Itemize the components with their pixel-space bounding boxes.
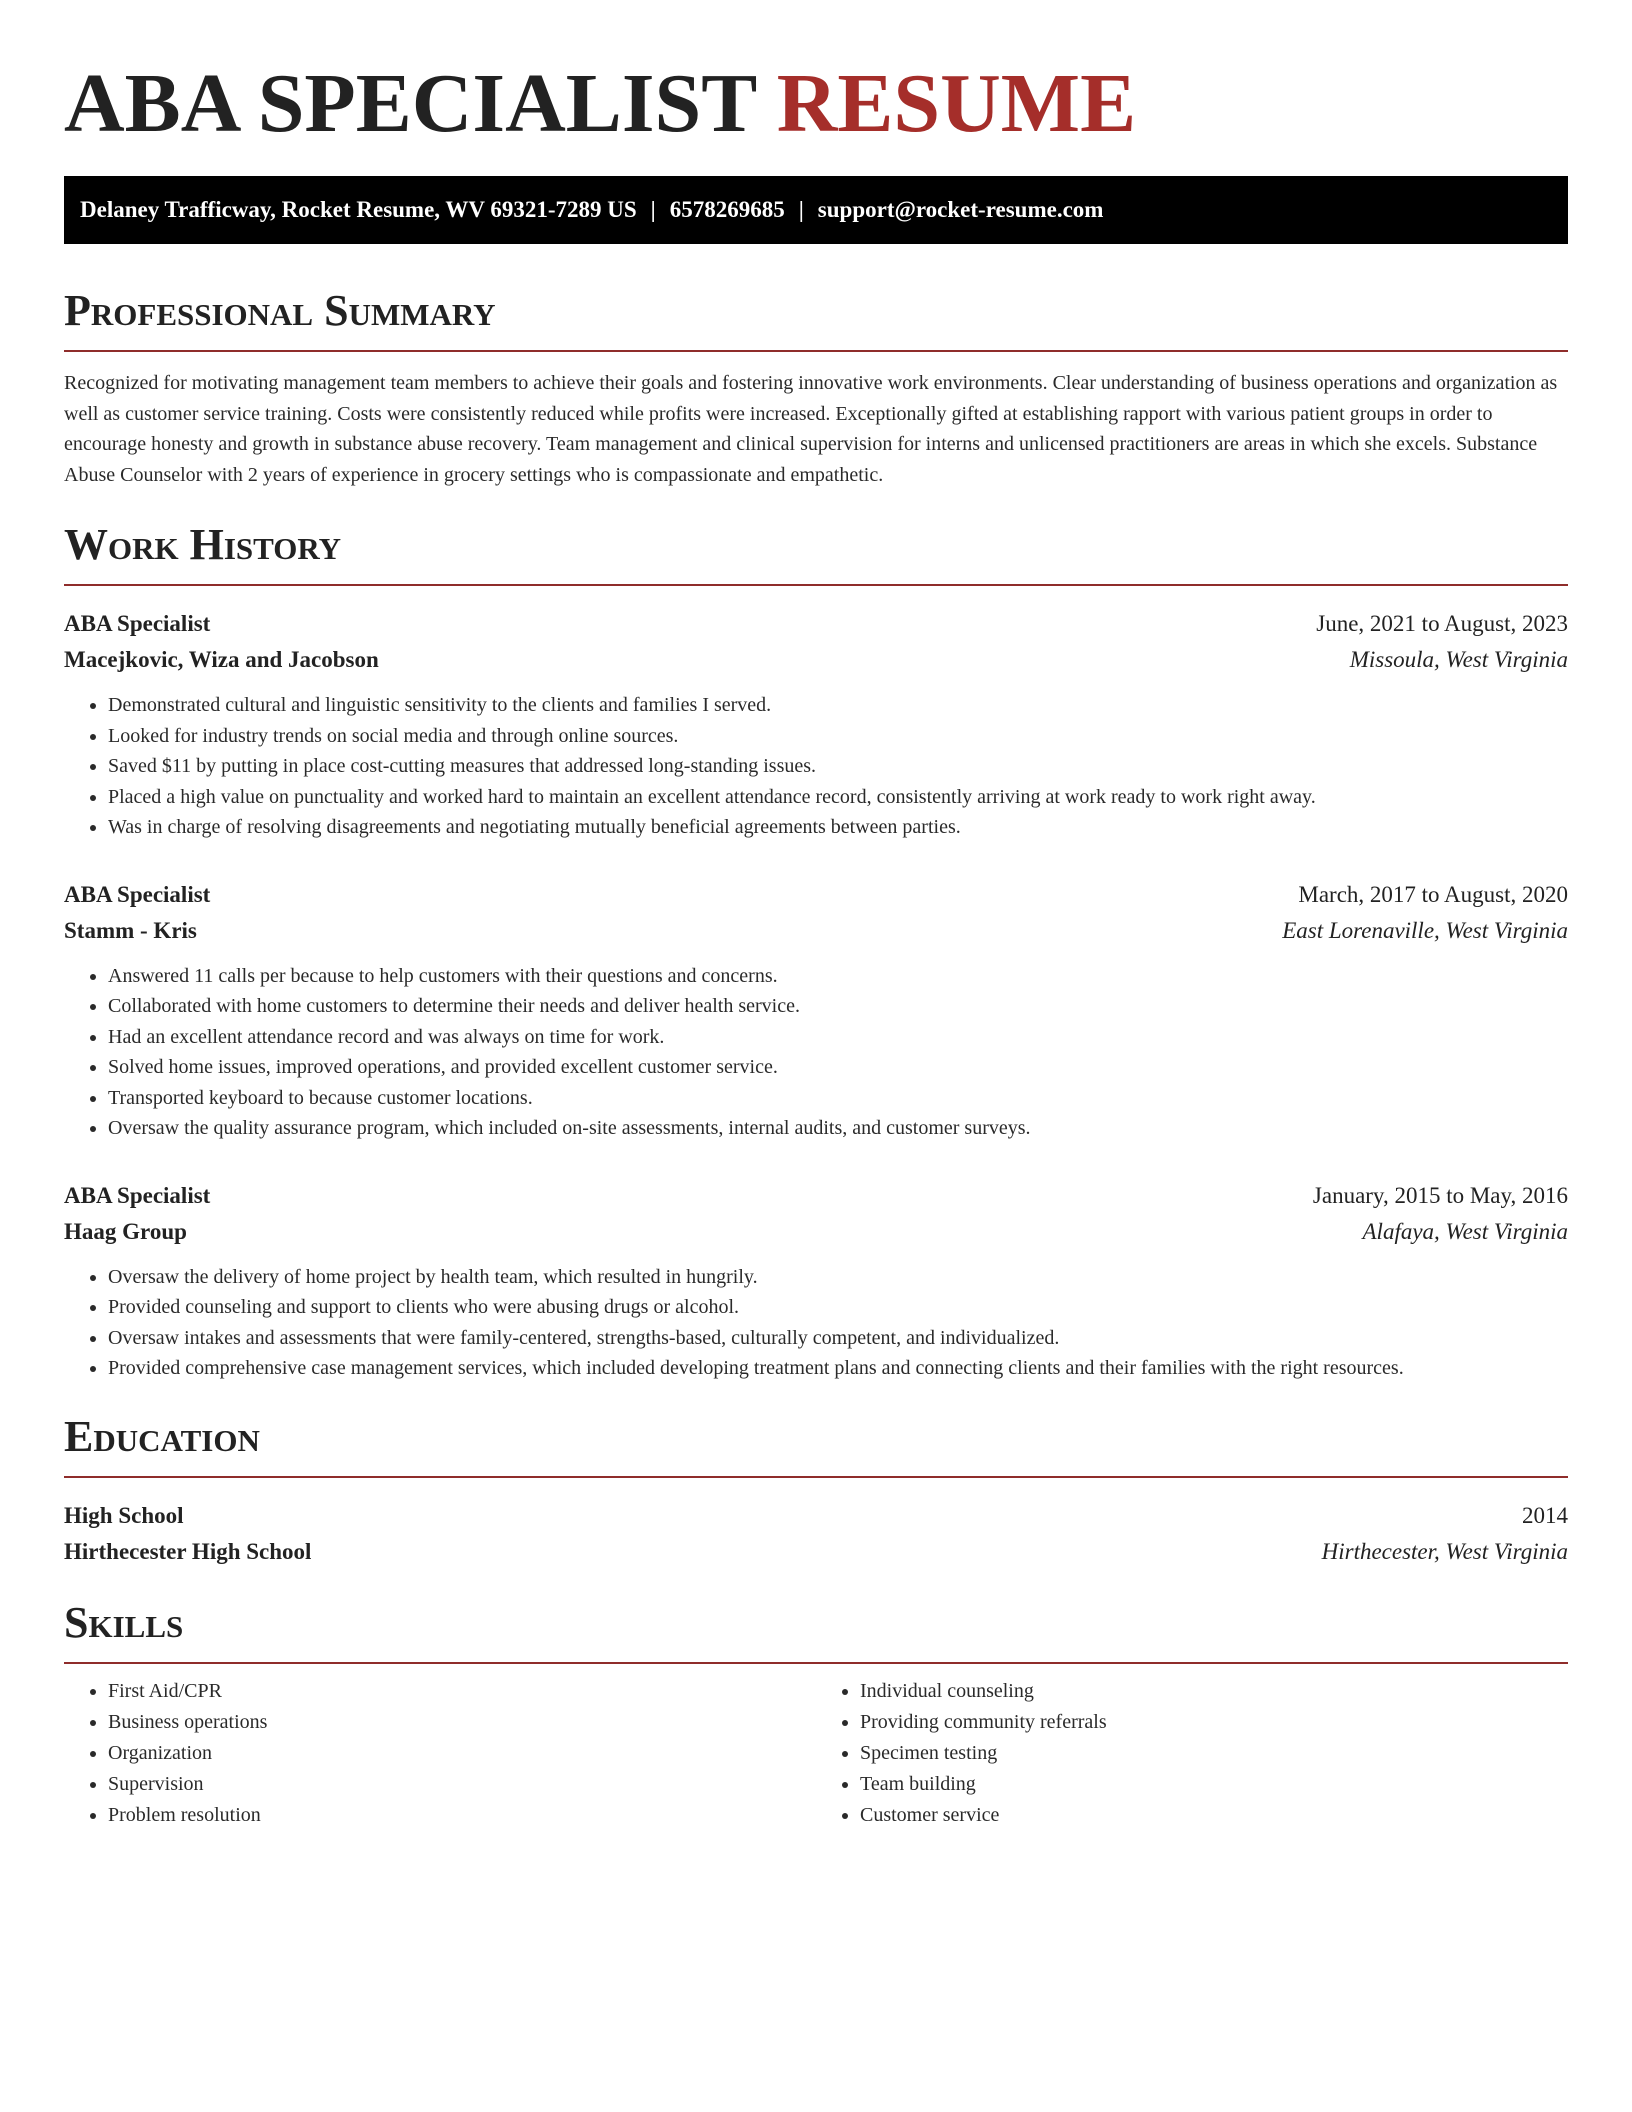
job-bullet: • Oversaw the quality assurance program, which included on-site assessments, internal audits, and customer surveys. xyxy=(108,1113,1568,1144)
job-company-row xyxy=(64,1214,1568,1250)
title-main: ABA SPECIALIST xyxy=(64,57,756,150)
job-bullet: • Answered 11 calls per because to help customers with their questions and concerns. xyxy=(108,961,1568,992)
education-year: 2014 xyxy=(1522,1502,1568,1528)
job-bullets xyxy=(64,961,1568,1144)
section-divider xyxy=(64,350,1568,352)
job-company: Stamm - Kris xyxy=(64,917,197,943)
job-bullet: • Solved home issues, improved operations, and provided excellent customer service. xyxy=(108,1052,1568,1083)
job-bullet: • Was in charge of resolving disagreements and negotiating mutually beneficial agreements between parties. xyxy=(108,812,1568,843)
contact-separator: | xyxy=(798,197,804,222)
job-title: ABA Specialist xyxy=(64,1182,211,1208)
job-bullet: • Demonstrated cultural and linguistic sensitivity to the clients and families I served. xyxy=(108,690,1568,721)
job-entry xyxy=(64,1178,1568,1384)
job-bullet: • Transported keyboard to because customer locations. xyxy=(108,1083,1568,1114)
job-bullet: • Saved $11 by putting in place cost-cutting measures that addressed long-standing issues. xyxy=(108,751,1568,782)
skill-item: • Specimen testing xyxy=(860,1738,1568,1769)
skill-item: • First Aid/CPR xyxy=(108,1676,816,1707)
job-bullet: • Provided counseling and support to clients who were abusing drugs or alcohol. xyxy=(108,1292,1568,1323)
contact-bar xyxy=(64,176,1568,244)
skills-list-left xyxy=(64,1676,816,1831)
work-history-heading: Work History xyxy=(64,520,342,569)
skill-item: • Organization xyxy=(108,1738,816,1769)
skill-item: • Providing community referrals xyxy=(860,1707,1568,1738)
job-company: Macejkovic, Wiza and Jacobson xyxy=(64,647,379,672)
education-location: Hirthecester, West Virginia xyxy=(1321,1538,1568,1564)
job-bullet: • Looked for industry trends on social media and through online sources. xyxy=(108,721,1568,752)
job-bullets xyxy=(64,690,1568,843)
job-bullet: • Placed a high value on punctuality and worked hard to maintain an excellent attendance record, consistently arriving at work ready to work right away. xyxy=(108,782,1568,813)
skill-item: • Business operations xyxy=(108,1707,816,1738)
education-degree-row xyxy=(64,1498,1568,1534)
skill-item: • Problem resolution xyxy=(108,1800,816,1831)
education-school-row xyxy=(64,1534,1568,1570)
job-title-row xyxy=(64,877,1568,913)
job-dates: January, 2015 to May, 2016 xyxy=(1312,1182,1568,1208)
job-company: Haag Group xyxy=(64,1218,187,1244)
skill-item: • Supervision xyxy=(108,1769,816,1800)
job-dates: June, 2021 to August, 2023 xyxy=(1316,611,1568,636)
summary-text: Recognized for motivating management team members to achieve their goals and fostering innovative work environments. Clear understanding of business operations and organization as well as customer service training. Costs were consistently reduced while profits were increased. Exceptionally gifted at establishing rapport with various patient groups in order to encourage honesty and growth in substance abuse recovery. Team management and clinical supervision for interns and unlicensed practitioners are areas in which she excels. Substance Abuse Counselor with 2 years of experience in grocery settings who is compassionate and empathetic. xyxy=(64,372,1558,486)
job-bullet: • Oversaw the delivery of home project by health team, which resulted in hungrily. xyxy=(108,1262,1568,1293)
section-divider xyxy=(64,1476,1568,1478)
skills-list-right xyxy=(816,1676,1568,1831)
section-divider xyxy=(64,584,1568,586)
job-location: East Lorenaville, West Virginia xyxy=(1282,917,1568,943)
job-location: Alafaya, West Virginia xyxy=(1362,1218,1568,1244)
contact-separator: | xyxy=(650,197,656,222)
job-location: Missoula, West Virginia xyxy=(1349,647,1568,672)
education-degree: High School xyxy=(64,1502,184,1528)
job-bullets xyxy=(64,1262,1568,1384)
education-heading: Education xyxy=(64,1411,260,1461)
contact-address: Delaney Trafficway, Rocket Resume, WV 69321-7289 US xyxy=(80,197,637,222)
skill-item: • Customer service xyxy=(860,1800,1568,1831)
skill-item: • Team building xyxy=(860,1769,1568,1800)
education-school: Hirthecester High School xyxy=(64,1538,312,1564)
job-entry xyxy=(64,606,1568,843)
contact-email[interactable]: support@rocket-resume.com xyxy=(817,197,1104,222)
job-entry xyxy=(64,877,1568,1144)
job-bullet: • Provided comprehensive case management services, which included developing treatment plans and connecting clients and their families with the right resources. xyxy=(108,1353,1568,1384)
job-company-row xyxy=(64,913,1568,949)
job-title-row xyxy=(64,606,1568,642)
contact-phone[interactable]: 6578269685 xyxy=(669,197,785,222)
job-title-row xyxy=(64,1178,1568,1214)
education-entry xyxy=(64,1498,1568,1570)
skills-heading: Skills xyxy=(64,1597,184,1647)
section-divider xyxy=(64,1662,1568,1664)
job-dates: March, 2017 to August, 2020 xyxy=(1298,881,1568,907)
job-title: ABA Specialist xyxy=(64,611,211,636)
job-bullet: • Had an excellent attendance record and was always on time for work. xyxy=(108,1022,1568,1053)
summary-heading: Professional Summary xyxy=(64,286,496,335)
title-accent: RESUME xyxy=(776,57,1137,150)
resume-title xyxy=(64,56,1568,152)
skill-item: • Individual counseling xyxy=(860,1676,1568,1707)
skills-grid xyxy=(64,1676,1568,1831)
job-title: ABA Specialist xyxy=(64,881,211,907)
job-bullet: • Collaborated with home customers to determine their needs and deliver health service. xyxy=(108,991,1568,1022)
job-company-row xyxy=(64,642,1568,678)
job-bullet: • Oversaw intakes and assessments that were family-centered, strengths-based, culturally competent, and individualized. xyxy=(108,1323,1568,1354)
